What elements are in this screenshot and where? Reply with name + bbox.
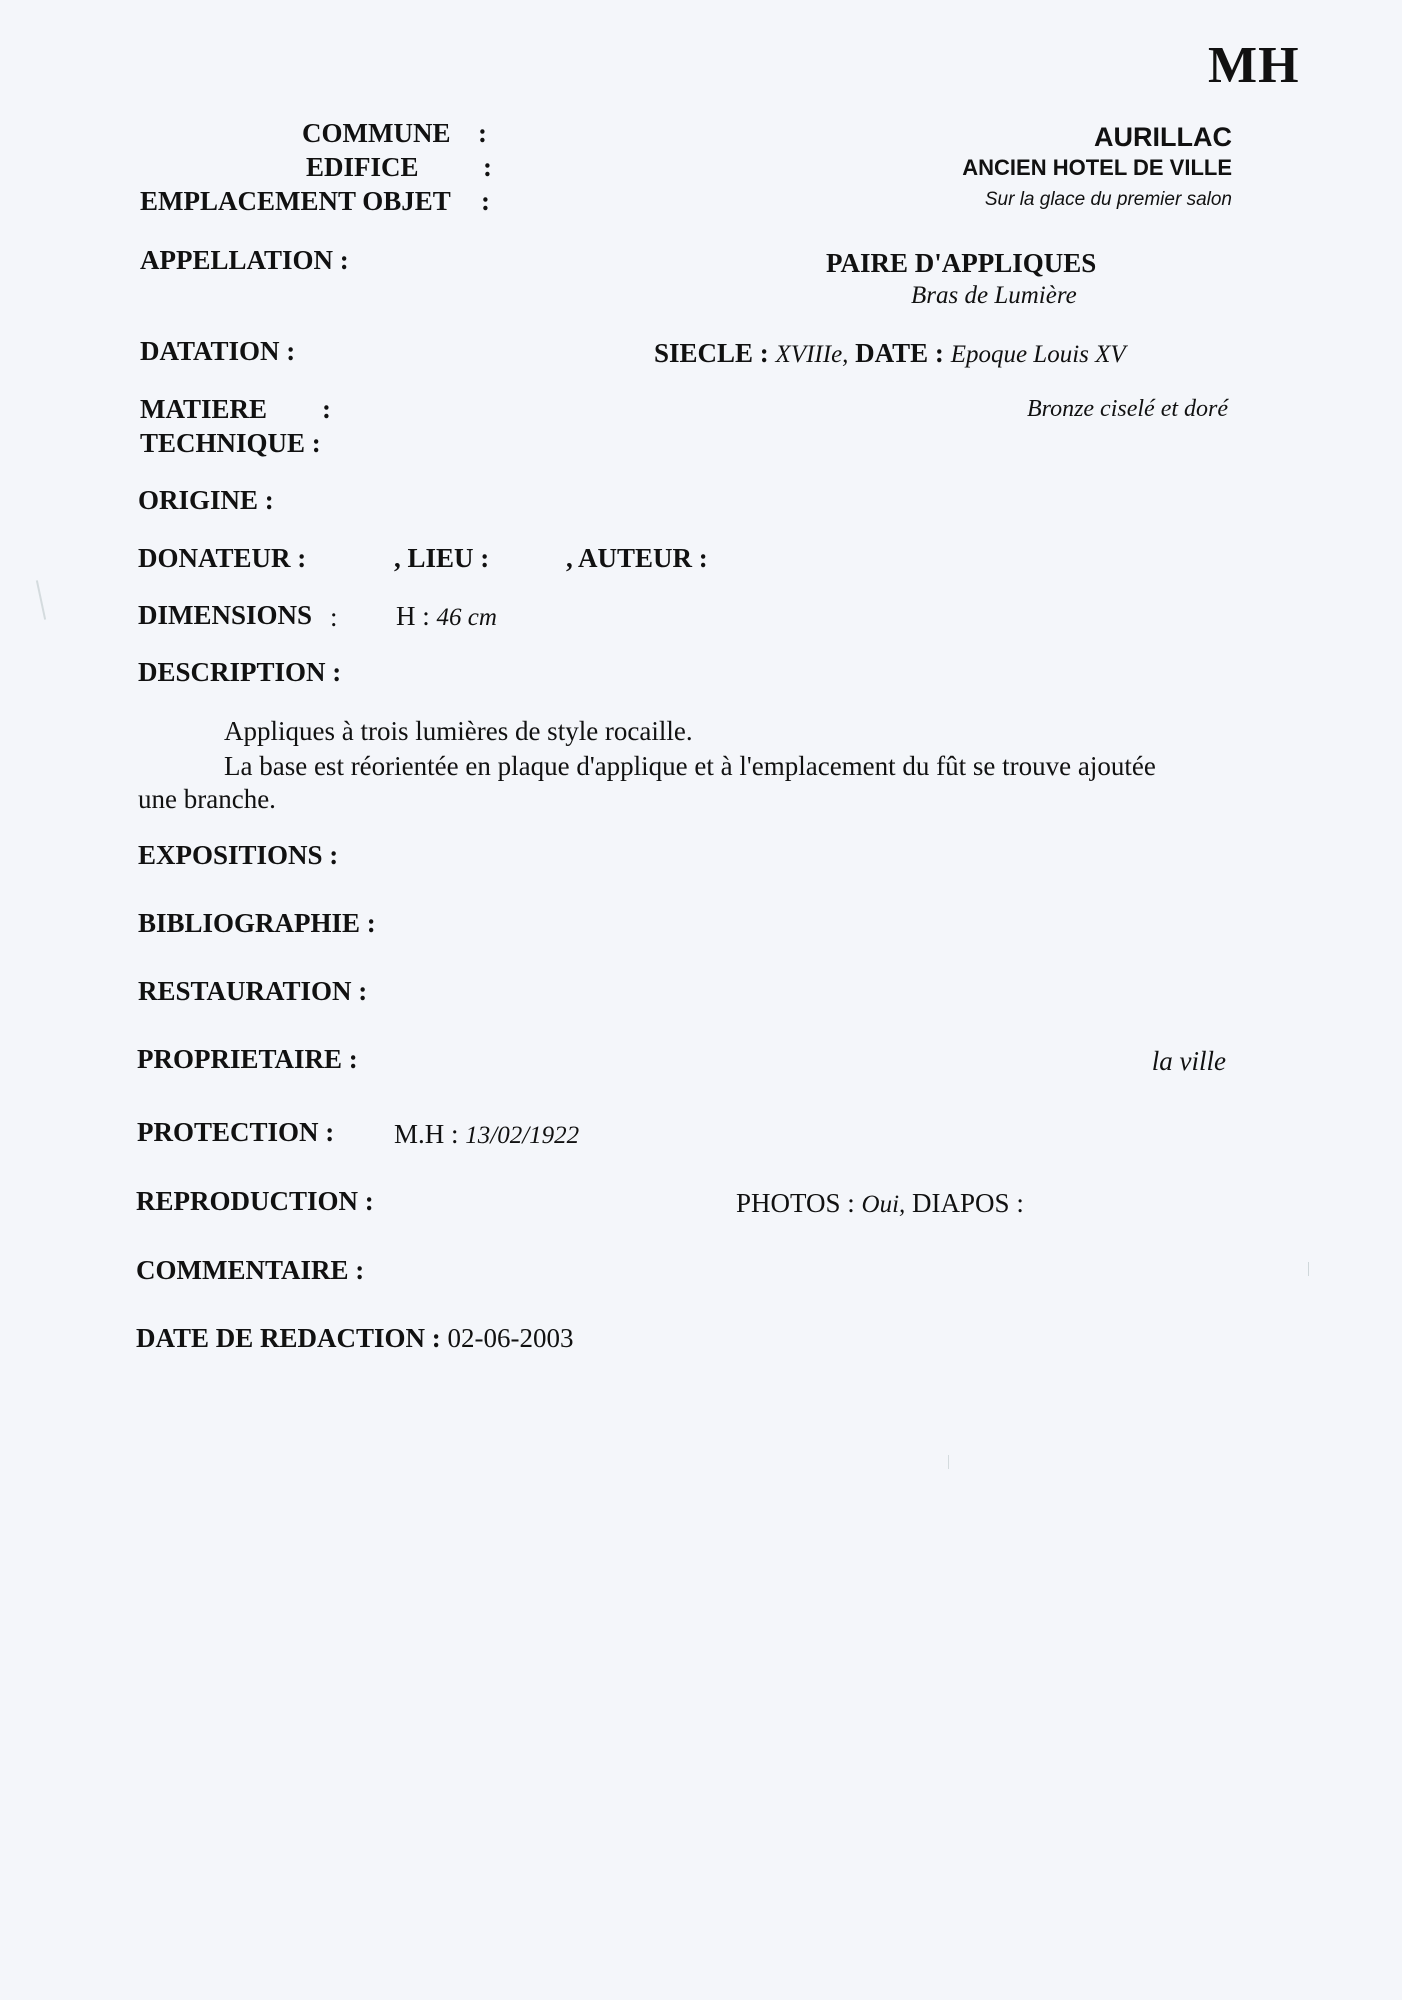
redaction-row — [136, 1323, 574, 1354]
photos-label: PHOTOS : — [736, 1188, 855, 1218]
expositions-label: EXPOSITIONS : — [138, 840, 339, 870]
appellation-title: PAIRE D'APPLIQUES — [826, 248, 1097, 278]
technique-label: TECHNIQUE : — [140, 428, 321, 458]
emplacement-label: EMPLACEMENT OBJET — [140, 186, 451, 216]
dimensions-colon: : — [330, 602, 338, 632]
siecle-label: SIECLE : — [654, 338, 769, 368]
proprietaire-label: PROPRIETAIRE : — [137, 1044, 358, 1074]
description-line-3: une branche. — [138, 784, 276, 814]
protection-value — [394, 1119, 579, 1150]
datation-detail — [654, 338, 1126, 369]
emplacement-colon: : — [481, 186, 490, 216]
appellation-subtitle: Bras de Lumière — [911, 282, 1077, 309]
restauration-label: RESTAURATION : — [138, 976, 368, 1006]
commune-colon: : — [478, 118, 487, 148]
height-value: 46 cm — [436, 604, 497, 631]
photos-value: Oui, — [861, 1191, 906, 1218]
matiere-colon: : — [322, 394, 331, 424]
commune-value: AURILLAC — [1094, 122, 1232, 152]
description-line-2: La base est réorientée en plaque d'applique et à l'emplacement du fût se trouve ajoutée — [224, 751, 1156, 781]
dimensions-label: DIMENSIONS — [138, 600, 313, 630]
diapos-label: DIAPOS : — [912, 1188, 1024, 1218]
origine-label: ORIGINE : — [138, 485, 274, 515]
reproduction-detail — [736, 1188, 1024, 1219]
emplacement-value: Sur la glace du premier salon — [984, 189, 1232, 210]
proprietaire-value: la ville — [1151, 1046, 1226, 1076]
donateur-label: DONATEUR : — [138, 543, 307, 573]
auteur-label: , AUTEUR : — [566, 543, 708, 573]
protection-label: PROTECTION : — [137, 1117, 335, 1147]
height-label: H : — [396, 601, 430, 631]
siecle-value: XVIIIe, — [775, 341, 849, 368]
scan-mark — [948, 1455, 949, 1469]
commune-label: COMMUNE — [302, 118, 451, 148]
reproduction-label: REPRODUCTION : — [136, 1186, 374, 1216]
mh-badge: MH — [1208, 37, 1300, 94]
scan-mark — [1308, 1262, 1309, 1276]
date-value: Epoque Louis XV — [950, 341, 1126, 368]
description-line-1: Appliques à trois lumières de style rocaille. — [224, 716, 693, 746]
mh-label: M.H : — [394, 1119, 459, 1149]
dimensions-value — [396, 601, 497, 632]
description-label: DESCRIPTION : — [138, 657, 342, 687]
mh-date: 13/02/1922 — [465, 1122, 580, 1149]
appellation-label: APPELLATION : — [140, 245, 349, 275]
scan-mark — [36, 580, 46, 620]
edifice-colon: : — [483, 152, 492, 182]
date-label: DATE : — [855, 338, 944, 368]
edifice-value: ANCIEN HOTEL DE VILLE — [962, 155, 1232, 180]
edifice-label: EDIFICE — [306, 152, 419, 182]
matiere-value: Bronze ciselé et doré — [1026, 396, 1228, 422]
commentaire-label: COMMENTAIRE : — [136, 1255, 365, 1285]
redaction-value: 02-06-2003 — [447, 1323, 574, 1353]
redaction-label: DATE DE REDACTION : — [136, 1323, 441, 1353]
matiere-label: MATIERE — [140, 394, 268, 424]
datation-label: DATATION : — [140, 336, 296, 366]
lieu-label: , LIEU : — [394, 543, 490, 573]
bibliographie-label: BIBLIOGRAPHIE : — [138, 908, 376, 938]
